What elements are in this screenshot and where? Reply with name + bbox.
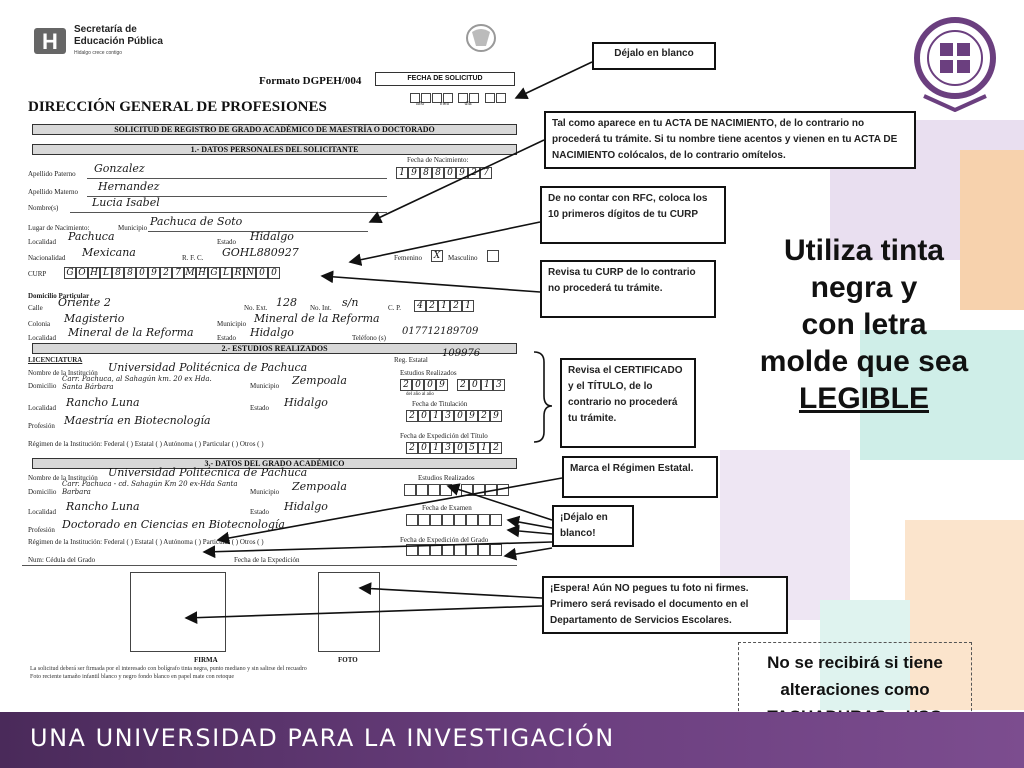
request-date-labels: año mes día <box>416 101 472 107</box>
signature-box <box>130 572 226 652</box>
graduation-date-label: Fecha de Titulación <box>412 400 468 408</box>
birth-date-label: Fecha de Nacimiento: <box>407 156 469 164</box>
home-locality-value: Mineral de la Reforma <box>68 326 194 339</box>
neighborhood-label: Colonia <box>28 320 51 328</box>
institution-value: Universidad Politécnica de Pachuca <box>108 361 308 374</box>
studies-years-labels: del año al año <box>406 392 434 397</box>
grade-municipality-label: Municipio <box>250 488 280 496</box>
callout-curp: Revisa tu CURP de lo contrario no procederá tu trámite. <box>540 260 716 318</box>
curp-label: CURP <box>28 270 47 278</box>
grade-profession-label: Profesión <box>28 526 55 534</box>
institution-municipality-label: Municipio <box>250 382 280 390</box>
section-2-header: 2.- ESTUDIOS REALIZADOS <box>32 343 517 354</box>
int-number-label: No. Int. <box>310 304 332 312</box>
registration-form-scan <box>22 22 522 682</box>
grade-institution-label: Nombre de la Institución <box>28 474 98 482</box>
grade-locality-value: Rancho Luna <box>66 500 140 513</box>
male-checkbox <box>487 250 499 262</box>
photo-box <box>318 572 380 652</box>
university-logo <box>914 16 996 112</box>
postal-code-boxes: 4 2 1 2 1 <box>414 300 474 312</box>
form-subtitle: SOLICITUD DE REGISTRO DE GRADO ACADÉMICO DE MAESTRÍA O DOCTORADO <box>32 124 517 135</box>
photo-caption: FOTO <box>338 656 358 664</box>
grade-state-label: Estado <box>250 508 270 516</box>
birth-municipality-value: Pachuca de Soto <box>150 215 243 228</box>
birthplace-label: Lugar de Nacimiento: <box>28 224 90 232</box>
birth-state-label: Estado <box>217 238 237 246</box>
profession-label: Profesión <box>28 422 55 430</box>
request-date-boxes <box>410 90 510 100</box>
signature-caption: FIRMA <box>194 656 218 664</box>
brace-icon <box>534 352 552 442</box>
institution-address-label: Domicilio <box>28 382 57 390</box>
curp-boxes: G O H L 8 8 0 9 2 7 M H G L R N 0 0 <box>64 267 280 279</box>
bachelor-label: LICENCIATURA <box>28 356 83 364</box>
birth-date-boxes: 1 9 8 8 0 9 2 7 <box>396 167 492 179</box>
birth-locality-value: Pachuca <box>68 230 115 243</box>
grade-studies-label: Estudios Realizados <box>418 474 475 482</box>
warning-line-1: No se recibirá si tiene <box>767 653 943 672</box>
callout-leave-blank-2: ¡Déjalo en blanco! <box>552 505 634 547</box>
grade-state-value: Hidalgo <box>284 500 328 513</box>
street-label: Calle <box>28 304 43 312</box>
main-message-line-3: con letra <box>801 308 927 341</box>
birth-state-value: Hidalgo <box>250 230 294 243</box>
callout-regime: Marca el Régimen Estatal. <box>562 456 718 498</box>
main-message-line-5: LEGIBLE <box>798 382 929 415</box>
graduation-date-boxes: 2 0 1 3 0 9 2 9 <box>406 410 502 422</box>
grade-issue-date-label: Fecha de Expedición del Grado <box>400 536 489 544</box>
license-number-label: Num: Cédula del Grado <box>28 556 96 564</box>
given-names-label: Nombre(s) <box>28 204 59 212</box>
neighborhood-value: Magisterio <box>64 312 125 325</box>
int-number-value: s/n <box>342 296 359 309</box>
grade-studies-boxes <box>404 484 509 496</box>
state-crest-icon <box>462 22 500 54</box>
paternal-surname-value: Gonzalez <box>94 162 145 175</box>
grade-address-value: Carr. Pachuca - cd. Sahagún Km 20 ex-Hda Santa Barbara <box>62 480 238 496</box>
home-municipality-value: Mineral de la Reforma <box>254 312 380 325</box>
female-checkbox: X <box>431 250 443 262</box>
studies-years-boxes: 2 0 0 9 2 0 1 3 <box>400 379 505 391</box>
callout-wait-photo: ¡Espera! Aún NO pegues tu foto ni firmes. Primero será revisado el documento en el Departamento de Servicios Escolares. <box>542 576 788 634</box>
form-title: DIRECCIÓN GENERAL DE PROFESIONES <box>28 99 327 115</box>
phone-value: 017712189709 <box>402 326 479 337</box>
main-message-line-2: negra y <box>810 271 918 304</box>
ext-number-label: No. Ext. <box>244 304 268 312</box>
home-municipality-label: Municipio <box>217 320 247 328</box>
birth-municipality-label: Municipio <box>118 224 148 232</box>
institution-state-label: Estado <box>250 404 270 412</box>
rfc-label: R. F. C. <box>182 254 204 262</box>
grade-locality-label: Localidad <box>28 508 56 516</box>
postal-code-label: C. P. <box>388 304 402 312</box>
main-message-line-1: Utiliza tinta <box>783 234 944 267</box>
request-date-header: FECHA DE SOLICITUD <box>375 72 515 86</box>
grade-profession-value: Doctorado en Ciencias en Biotecnología <box>62 518 285 531</box>
institution-regime-label: Régimen de la Institución: Federal ( ) Estatal ( ) Autónoma ( ) Particular ( ) Otros ( ) <box>28 440 264 448</box>
home-address-label: Domicilio Particular <box>28 292 90 300</box>
birth-locality-label: Localidad <box>28 238 56 246</box>
callout-certificate: Revisa el CERTIFICADO y el TÍTULO, de lo contrario no procederá tu trámite. <box>560 358 696 448</box>
signature-note: La solicitud deberá ser firmada por el interesado con bolígrafo tinta negra, punto mediano y sin salirse del recuadro <box>30 666 307 672</box>
institution-label: Nombre de la Institución <box>28 369 98 377</box>
ext-number-value: 128 <box>276 296 297 309</box>
photo-note: Foto reciente tamaño infantil blanco y negro fondo blanco en papel mate con retoque <box>30 674 235 680</box>
footer-slogan: UNA UNIVERSIDAD PARA LA INVESTIGACIÓN <box>30 724 615 752</box>
exam-date-label: Fecha de Examen <box>422 504 472 512</box>
state-registry-label: Reg. Estatal <box>394 356 428 364</box>
main-message-line-4: molde que sea <box>759 345 969 378</box>
exam-date-boxes <box>406 514 502 526</box>
institution-municipality-value: Zempoala <box>292 374 347 387</box>
maternal-surname-label: Apellido Materno <box>28 188 78 196</box>
warning-line-2: alteraciones como <box>780 680 930 699</box>
institution-address-value: Carr. Pachuca, al Sahagún km. 20 ex Hda. Santa Bárbara <box>62 375 212 391</box>
male-label: Masculino <box>448 254 478 262</box>
title-issue-date-boxes: 2 0 1 3 0 5 1 2 <box>406 442 502 454</box>
sep-logo-icon <box>32 24 70 58</box>
issue-date-label: Fecha de la Expedición <box>234 556 300 564</box>
rfc-value: GOHL880927 <box>222 246 299 259</box>
female-label: Femenino <box>394 254 422 262</box>
maternal-surname-value: Hernandez <box>98 180 160 193</box>
state-registry-value: 109976 <box>442 348 481 359</box>
grade-municipality-value: Zempoala <box>292 480 347 493</box>
title-issue-date-label: Fecha de Expedición del Título <box>400 432 488 440</box>
sep-tagline: Hidalgo crece contigo <box>74 50 123 56</box>
paternal-surname-label: Apellido Paterno <box>28 170 76 178</box>
home-state-value: Hidalgo <box>250 326 294 339</box>
grade-issue-date-boxes <box>406 544 502 556</box>
nationality-label: Nacionalidad <box>28 254 66 262</box>
studies-label: Estudios Realizados <box>400 369 457 377</box>
institution-locality-value: Rancho Luna <box>66 396 140 409</box>
street-value: Oriente 2 <box>58 296 111 309</box>
phone-label: Teléfono (s) <box>352 334 386 342</box>
profession-value: Maestría en Biotecnología <box>64 414 211 427</box>
svg-text:H: H <box>42 29 58 54</box>
callout-birth-certificate: Tal como aparece en tu ACTA DE NACIMIENTO, de lo contrario no procederá tu trámite. Si tu nombre tiene acentos y vienen en tu ACTA DE NACIMIENTO colócalos, de lo contrario omítelos. <box>544 111 916 169</box>
home-state-label: Estado <box>217 334 237 342</box>
institution-state-value: Hidalgo <box>284 396 328 409</box>
sep-name: Secretaría de Educación Pública <box>74 24 163 47</box>
section-1-header: 1.- DATOS PERSONALES DEL SOLICITANTE <box>32 144 517 155</box>
nationality-value: Mexicana <box>82 246 136 259</box>
given-names-value: Lucia Isabel <box>92 196 160 209</box>
grade-institution-value: Universidad Politécnica de Pachuca <box>108 466 308 479</box>
institution-locality-label: Localidad <box>28 404 56 412</box>
home-locality-label: Localidad <box>28 334 56 342</box>
grade-address-label: Domicilio <box>28 488 57 496</box>
grade-regime-label: Régimen de la Institución: Federal ( ) Estatal ( ) Autónoma ( ) Particular ( ) Otros ( ) <box>28 538 264 546</box>
main-message <box>738 232 990 417</box>
section-3-header: 3.- DATOS DEL GRADO ACADÉMICO <box>32 458 517 469</box>
callout-rfc: De no contar con RFC, coloca los 10 primeros dígitos de tu CURP <box>540 186 726 244</box>
callout-leave-blank: Déjalo en blanco <box>592 42 716 70</box>
form-code: Formato DGPEH/004 <box>259 75 362 87</box>
